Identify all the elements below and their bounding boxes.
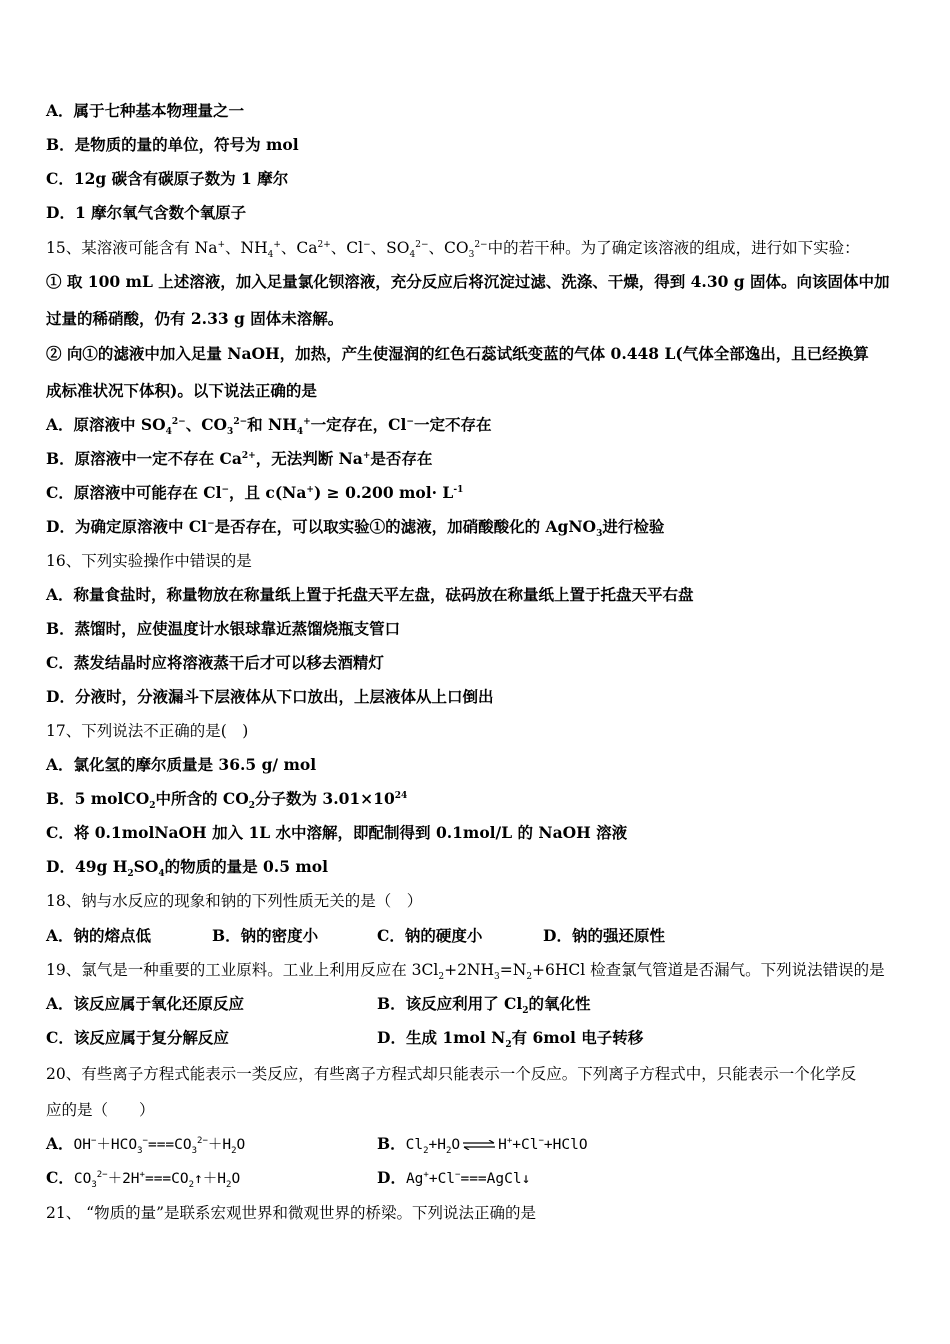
q20-stem-line1: 20、有些离子方程式能表示一类反应，有些离子方程式却只能表示一个反应。下列离子方程式中，只能表示一个化学反 bbox=[46, 1065, 857, 1083]
q15-option-d: D．为确定原溶液中 Cl−是否存在，可以取实验①的滤液，加硝酸酸化的 AgNO$_3$进行检验 bbox=[46, 517, 665, 540]
q16-option-a: A．称量食盐时，称量物放在称量纸上置于托盘天平左盘，砝码放在称量纸上置于托盘天平右盘 bbox=[46, 585, 694, 604]
q20-option-c: C．$CO_3^{2-}+2H^+===CO_2↑+H_2O$ bbox=[46, 1168, 241, 1190]
q19-option-c: C．该反应属于复分解反应 bbox=[46, 1028, 229, 1047]
q17-option-b: B．5 molCO$_2$中所含的 $CO_2$分子数为 $3.01\times 10^{24}$ bbox=[46, 789, 408, 812]
q15-experiment-1-line1: ① 取 100 mL 上述溶液，加入足量氯化钡溶液，充分反应后将沉淀过滤、洗涤、干燥，得到 4.30 g 固体。向该固体中加 bbox=[46, 272, 890, 291]
q16-option-b: B．蒸馏时，应使温度计水银球靠近蒸馏烧瓶支管口 bbox=[46, 619, 401, 638]
q14-option-b: B．是物质的量的单位，符号为 mol bbox=[46, 135, 299, 154]
q18-option-a: A．钠的熔点低 bbox=[46, 926, 152, 945]
equilibrium-arrow-icon bbox=[462, 1140, 496, 1150]
q15-option-c: C．原溶液中可能存在 Cl−，且 c(Na+) ≥ 0.200 $mol\cdot L^{-1}$ bbox=[46, 483, 464, 502]
q21-stem: 21、 “物质的量”是联系宏观世界和微观世界的桥梁。下列说法正确的是 bbox=[46, 1204, 537, 1222]
q18-option-c: C．钠的硬度小 bbox=[377, 926, 483, 945]
q19-stem: 19、氯气是一种重要的工业原料。工业上利用反应在 $3Cl_2+2NH_3=N_2+6HCl$ 检查氯气管道是否漏气。下列说法错误的是 bbox=[46, 961, 885, 983]
q18-option-b: B．钠的密度小 bbox=[212, 926, 319, 945]
q15-option-a: A．原溶液中 $SO_4^{2-}$、$CO_3^{2-}$和 $NH_4^+$一定存在，Cl−一定不存在 bbox=[46, 415, 492, 438]
q15-experiment-1-line2: 过量的稀硝酸，仍有 2.33 g 固体未溶解。 bbox=[46, 309, 344, 328]
q20-stem-line2: 应的是（ ） bbox=[46, 1101, 155, 1119]
q15-option-b: B．原溶液中一定不存在 $Ca^{2+}$，无法判断 Na+是否存在 bbox=[46, 449, 433, 468]
q14-option-c: C．12g 碳含有碳原子数为 1 摩尔 bbox=[46, 169, 289, 188]
q19-option-b: B．该反应利用了 $Cl_2$的氧化性 bbox=[377, 994, 591, 1017]
q15-stem: 15、某溶液可能含有 Na+、$NH_4^+$、$Ca^{2+}$、Cl−、$SO_4^{2-}$、$CO_3^{2-}$中的若干种。为了确定该溶液的组成，进行如下实验： bbox=[46, 239, 860, 261]
q16-option-d: D．分液时，分液漏斗下层液体从下口放出，上层液体从上口倒出 bbox=[46, 687, 494, 706]
q15-experiment-2-line2: 成标准状况下体积)。以下说法正确的是 bbox=[46, 381, 317, 400]
q20-option-b: B．$Cl_2+H_2O$ H++Cl−+HClO bbox=[377, 1134, 588, 1156]
q17-stem: 17、下列说法不正确的是( ) bbox=[46, 722, 249, 740]
q19-option-a: A．该反应属于氧化还原反应 bbox=[46, 994, 245, 1013]
q17-option-a: A．氯化氢的摩尔质量是 36.5 g/ mol bbox=[46, 755, 317, 774]
q19-option-d: D．生成 1mol $N_2$有 6mol 电子转移 bbox=[377, 1028, 644, 1051]
q17-option-c: C．将 0.1molNaOH 加入 1L 水中溶解，即配制得到 0.1mol/L 的 NaOH 溶液 bbox=[46, 823, 628, 842]
q20-option-d: D．Ag++Cl−===AgCl↓ bbox=[377, 1168, 531, 1187]
q20-option-a: A．$OH^-+HCO_3^-===CO_3^{2-}+H_2O$ bbox=[46, 1134, 246, 1156]
q16-option-c: C．蒸发结晶时应将溶液蒸干后才可以移去酒精灯 bbox=[46, 653, 384, 672]
q16-stem: 16、下列实验操作中错误的是 bbox=[46, 552, 252, 570]
q17-option-d: D．49g $H_2SO_4$的物质的量是 0.5 mol bbox=[46, 857, 329, 880]
q14-option-d: D．1 摩尔氧气含数个氧原子 bbox=[46, 203, 247, 222]
q18-option-d: D．钠的强还原性 bbox=[543, 926, 665, 945]
q14-option-a: A．属于七种基本物理量之一 bbox=[46, 101, 245, 120]
q18-stem: 18、钠与水反应的现象和钠的下列性质无关的是（ ） bbox=[46, 892, 423, 910]
q15-experiment-2-line1: ② 向①的滤液中加入足量 NaOH，加热，产生使湿润的红色石蕊试纸变蓝的气体 0.448 L(气体全部逸出，且已经换算 bbox=[46, 344, 869, 363]
